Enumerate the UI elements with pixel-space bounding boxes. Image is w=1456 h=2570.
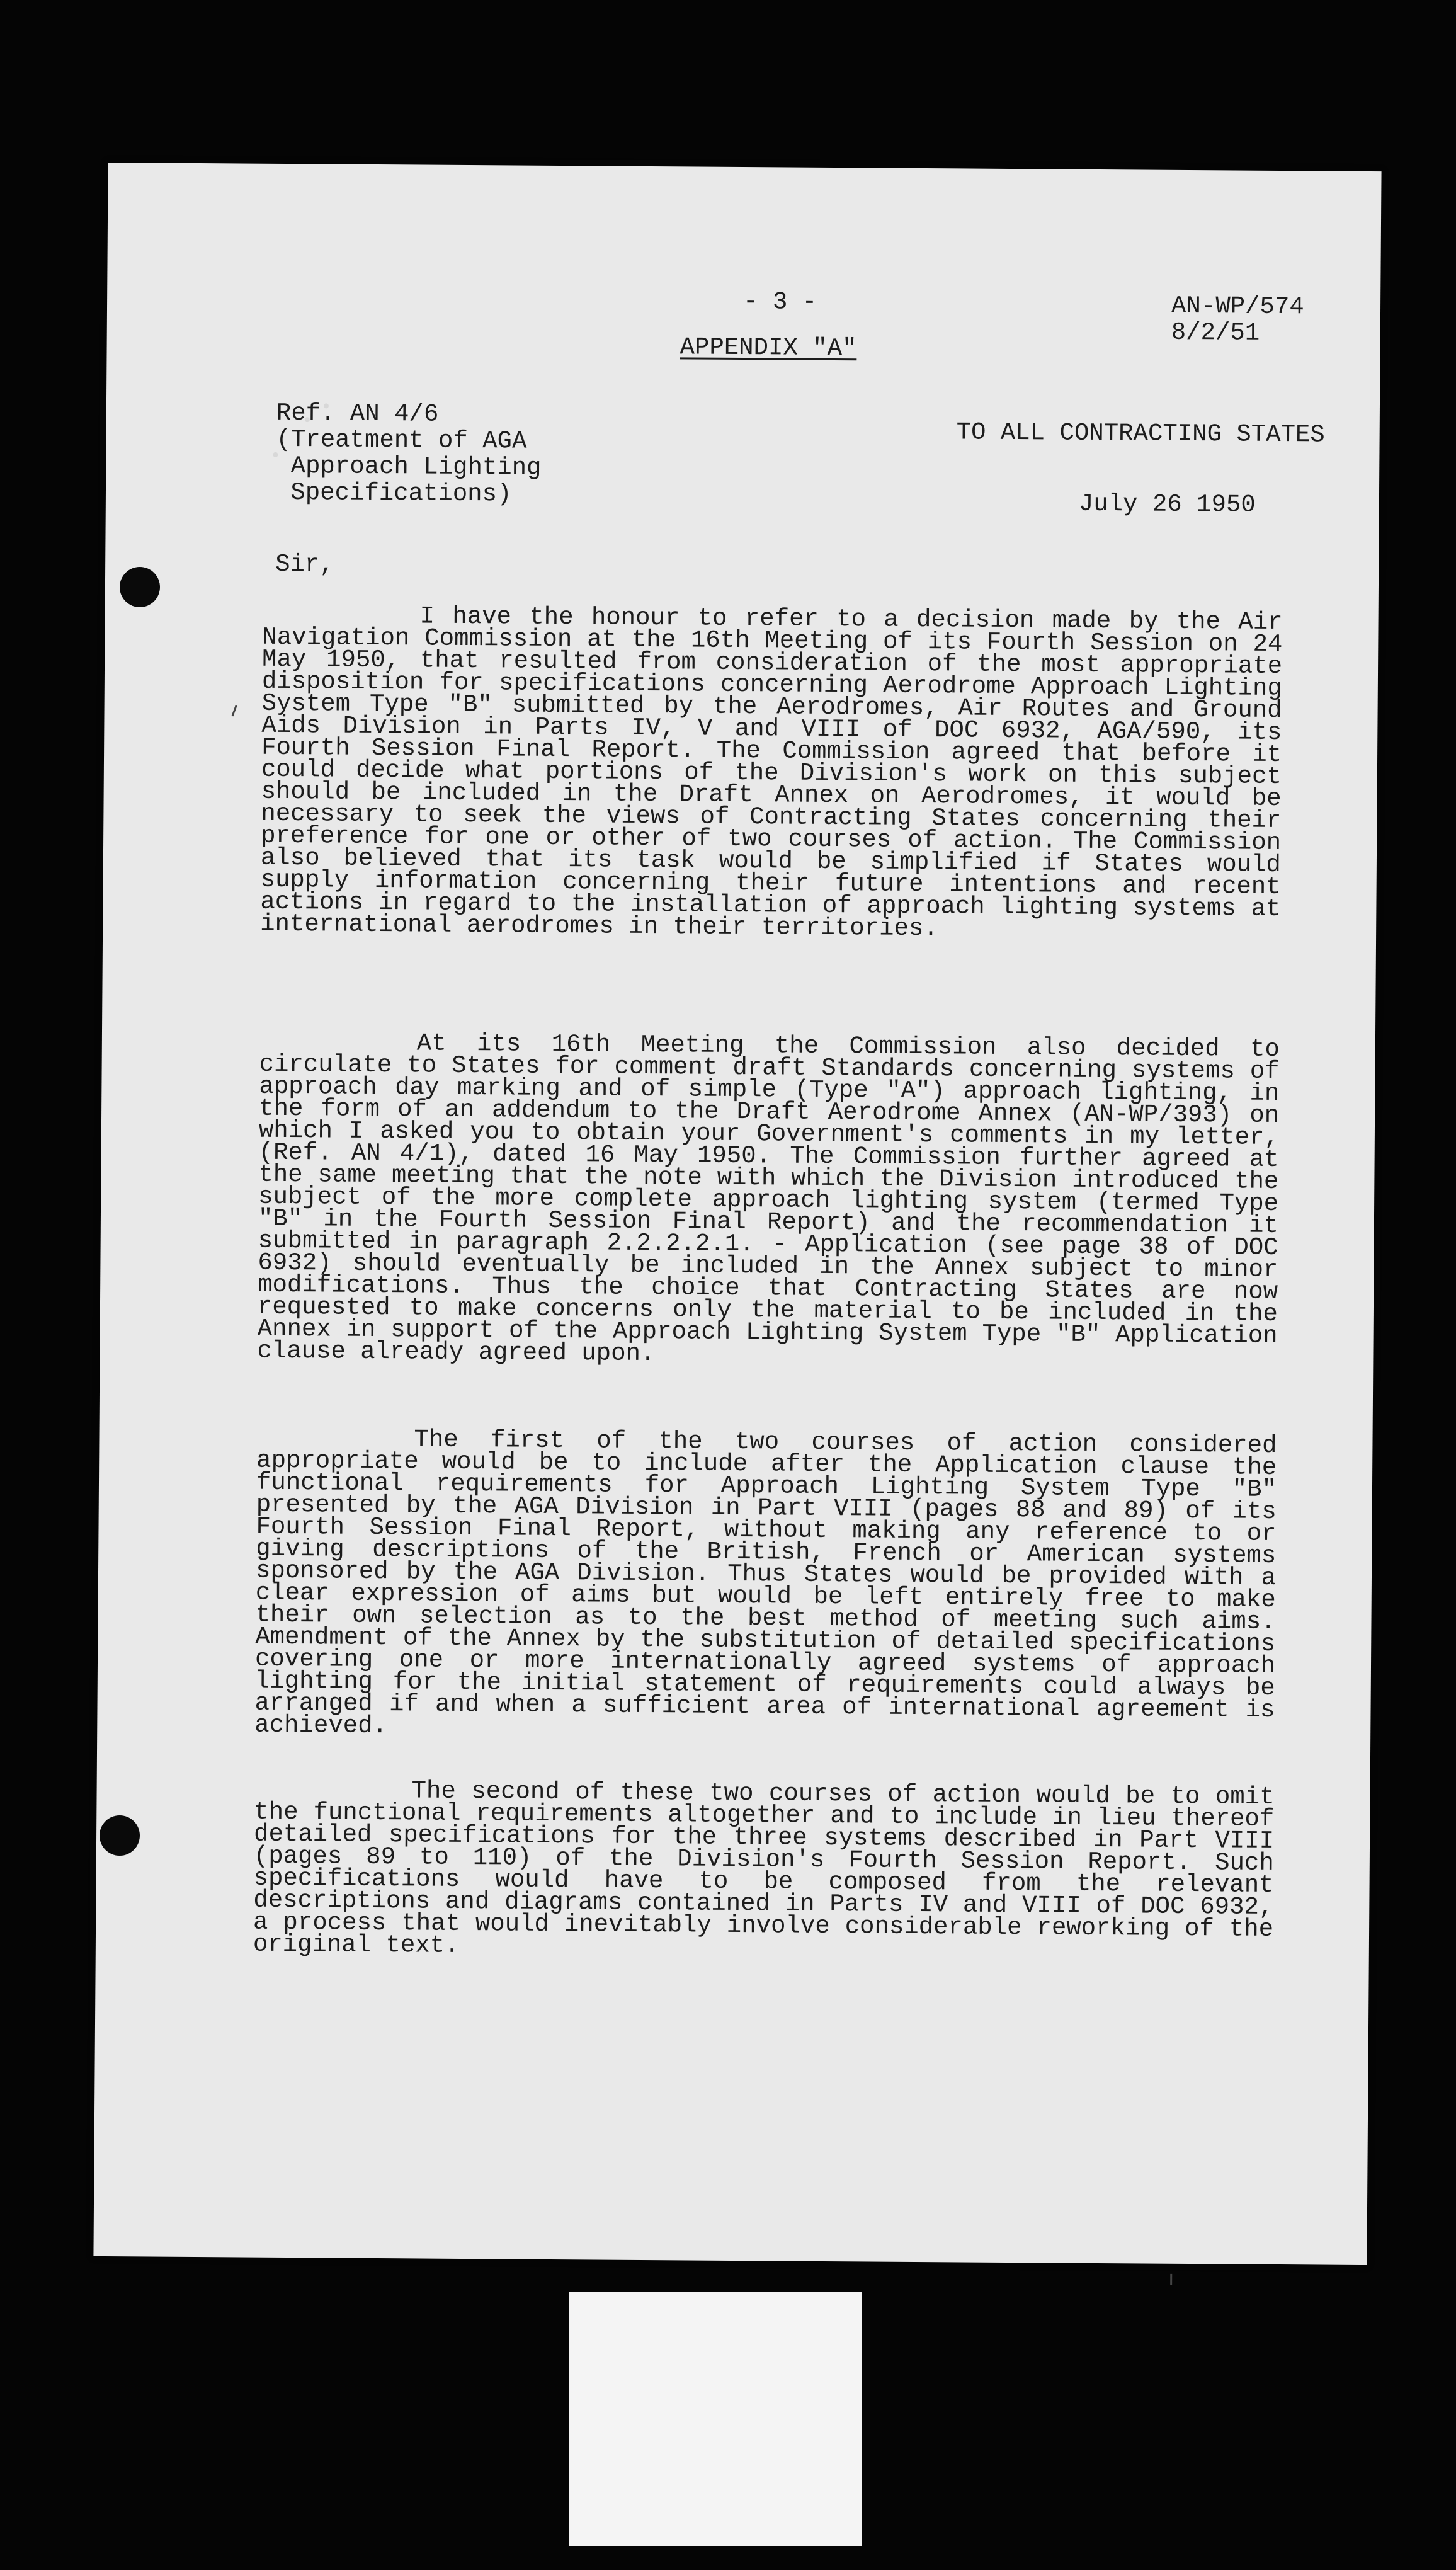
punch-hole-top	[120, 567, 160, 607]
letter-reference: Ref. AN 4/6 (Treatment of AGA Approach Lighting Specifications)	[275, 399, 542, 508]
body-paragraph-3: The first of the two courses of action considered appropriate would be to include after the Application clause the functional requirements for Approach Lighting System Type "B" presented by the AGA Division in Part VIII (pages 88 and 89) of its Fourth Session Final Report, without making any reference to or giving descriptions of the British, French or American systems sponsored by the AGA Division. Thus States would be provided with a clear expression of aims but would be left entirely free to make their own selection as to the best method of meeting such aims. Amendment of the Annex by the substitution of detailed specifications covering one or more internationally agreed systems of approach lighting for the initial statement of requirements could always be arranged if and when a sufficient area of international agreement is achieved.	[254, 1425, 1277, 1740]
letter-date: July 26 1950	[1078, 489, 1256, 519]
appendix-title: APPENDIX "A"	[680, 333, 857, 363]
document-reference: AN-WP/574 8/2/51	[1171, 292, 1304, 347]
addressee: TO ALL CONTRACTING STATES	[956, 418, 1325, 449]
body-paragraph-2: At its 16th Meeting the Commission also decided to circulate to States for comment draft Standards concerning systems of approach day marking and of simple (Type "A") approach lighting, in the form of an addendum to the Draft Aerodrome Annex (AN-WP/393) on which I asked you to obtain your Government's comments in my letter, (Ref. AN 4/1), dated 16 May 1950. The Commission further agreed at the same meeting that the note with which the Division introduced the subject of the more complete approach lighting system (termed Type "B" in the Fourth Session Final Report) and the recommendation it submitted in paragraph 2.2.2.2.1. - Application (see page 38 of DOC 6932) should eventually be included in the Annex subject to minor modifications. Thus the choice that Contracting States are now requested to make concerns only the material to be included in the Annex in support of the Approach Lighting System Type "B" Application clause already agreed upon.	[257, 1029, 1280, 1368]
document-page	[93, 163, 1381, 2265]
blank-card	[569, 2292, 862, 2546]
body-paragraph-1: I have the honour to refer to a decision made by the Air Navigation Commission at the 16th Meeting of its Fourth Session on 24 May 1950, that resulted from consideration of the most appropriate disposition for specifications concerning Aerodrome Approach Lighting System Type "B" submitted by the Aerodromes, Air Routes and Ground Aids Division in Parts IV, V and VIII of DOC 6932, AGA/590, its Fourth Session Final Report. The Commission agreed that before it could decide what portions of the Division's work on this subject should be included in the Draft Annex on Aerodromes, it would be necessary to seek the views of Contracting States concerning their preference for one or other of two courses of action. The Commission also believed that its task would be simplified if States would supply information concerning their future intentions and recent actions in regard to the installation of approach lighting systems at international aerodromes in their territories.	[260, 602, 1283, 943]
punch-hole-bottom	[100, 1815, 140, 1856]
body-paragraph-4: The second of these two courses of action would be to omit the functional requirements altogether and to include in lieu thereof detailed specifications for the three systems described in Part VIII (pages 89 to 110) of the Division's Fourth Session Report. Such specifications would have to be composed from the relevant descriptions and diagrams contained in Parts IV and VIII of DOC 6932, a process that would inevitably involve considerable reworking of the original text.	[253, 1777, 1275, 1960]
salutation: Sir,	[275, 550, 334, 579]
stray-mark	[1170, 2274, 1172, 2285]
stray-mark	[232, 705, 237, 716]
page-number: - 3 -	[742, 288, 817, 316]
